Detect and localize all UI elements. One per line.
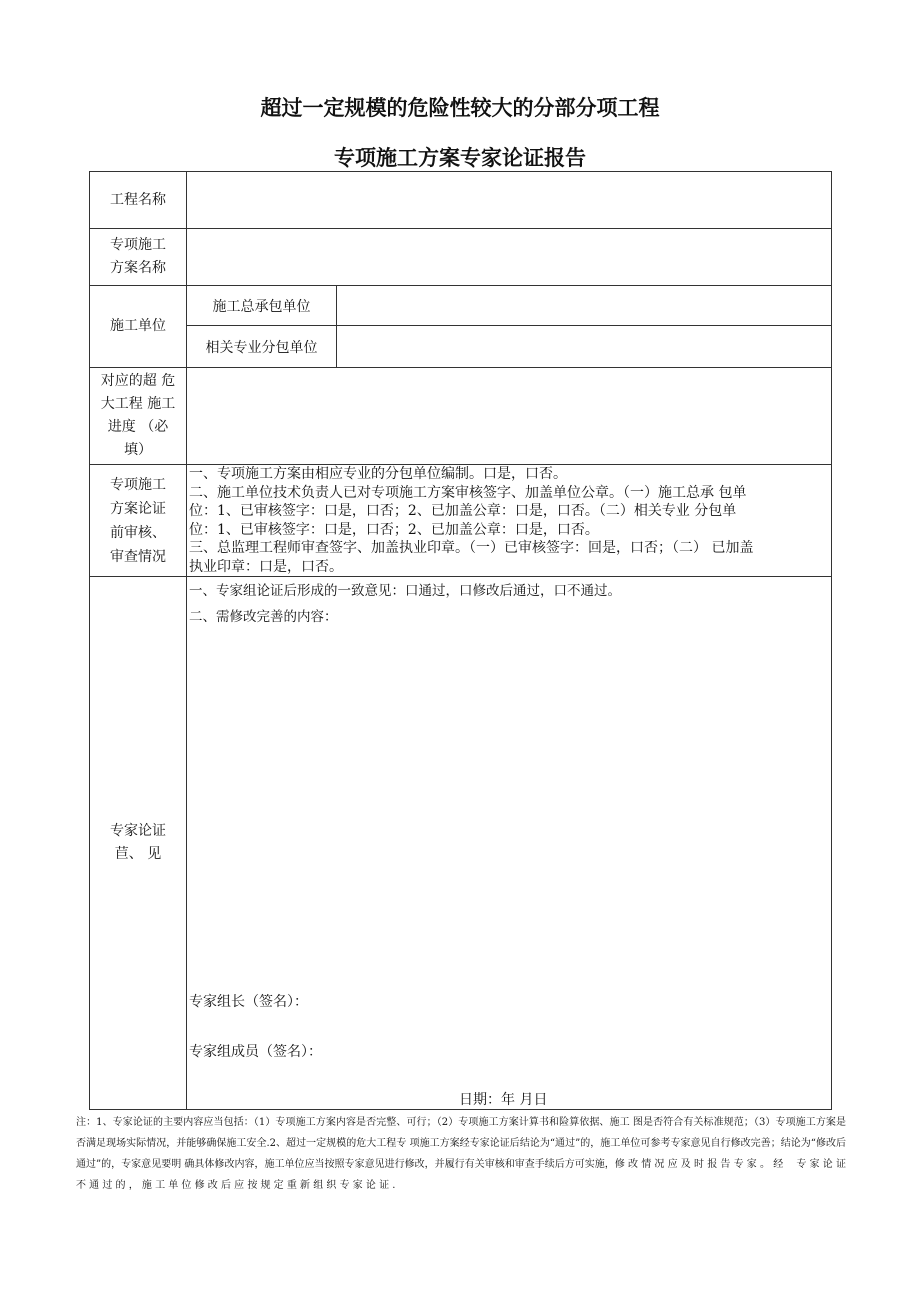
field-subcontractor[interactable] (337, 326, 832, 368)
label-progress: 对应的超 危 大工程 施工 进度 （必 填） (90, 368, 187, 465)
report-form-table (89, 171, 832, 1110)
signature-date: 日期：年 月日 (459, 1092, 548, 1108)
row-progress (90, 368, 832, 465)
label-plan-name: 专项施工 方案名称 (90, 229, 187, 286)
field-plan-name[interactable] (187, 229, 832, 286)
document-subtitle: 专项施工方案专家论证报告 (334, 146, 586, 170)
opinion-revisions: 二、需修改完善的内容： (189, 609, 338, 625)
label-general-contractor: 施工总承包单位 (187, 286, 337, 326)
row-subcontractor (90, 326, 832, 368)
row-expert-opinion (90, 577, 832, 1110)
row-general-contractor (90, 286, 832, 326)
field-project-name[interactable] (187, 172, 832, 229)
review-line: 执业印章：口是，口否。 (189, 558, 343, 575)
field-general-contractor[interactable] (337, 286, 832, 326)
row-plan-name (90, 229, 832, 286)
review-line: 一、专项施工方案由相应专业的分包单位编制。口是，口否。 (189, 466, 567, 482)
field-progress[interactable] (187, 368, 832, 465)
label-expert-opinion: 专家论证 苣、 见 (90, 577, 187, 1110)
expert-opinion-content[interactable] (187, 577, 832, 1110)
expert-leader-signature: 专家组长（签名）： (189, 994, 308, 1010)
review-line: 三、总监理工程师审查签字、加盖执业印章。（一）已审核签字：回是，口否；（二） 已加盖 (189, 540, 754, 556)
label-review: 专项施工 方案论证 前审核、 审查情况 (90, 465, 187, 577)
document-title: 超过一定规模的危险性较大的分部分项工程 (260, 96, 660, 120)
label-project-name: 工程名称 (90, 172, 187, 229)
row-project-name (90, 172, 832, 229)
review-line: 位：1、已审核签字：口是，口否；2、已加盖公章：口是，口否。 (189, 521, 599, 538)
review-line: 二、施工单位技术负责人已对专项施工方案审核签字、加盖单位公章。（一）施工总承 包单 (189, 484, 747, 501)
row-review (90, 465, 832, 577)
label-construction-unit: 施工单位 (90, 286, 187, 368)
label-subcontractor: 相关专业分包单位 (187, 326, 337, 368)
expert-members-signature: 专家组成员（签名）： (189, 1044, 322, 1060)
review-content (187, 465, 832, 577)
review-line: 位：1、已审核签字：口是，口否；2、已加盖公章：口是，口否。（二）相关专业 分包单 (189, 503, 737, 519)
opinion-conclusion: 一、专家组论证后形成的一致意见：口通过，口修改后通过，口不通过。 (189, 583, 621, 599)
footnotes: 注：1、专家论证的主要内容应当包括：（1）专项施工方案内容是否完整、可行；（2）专项施工方案计算书和险算依据、施工 图是否符合有关标准规范；（3）专项施工方案是否满足现场实际情况，并能够确保施工安全.2、超过一定规模的危大工程专 项施工方案经专家论证后结论为“通过”的，施工单位可参考专家意见自行修改完善；结论为“修改后通过”的，专家意见要明 确具体修改内容，施工单位应当按照专家意见进行修改，并履行有关审核和审查手续后方可实施，修 改 情 况 应 及 时 报 告 专 家 。 经 专 家 论 证 不 通 过 的 ， 施 工 单 位 修 改 后 应 按 规 定 重 新 组 织 专 家 论 证 . (76, 1117, 846, 1191)
